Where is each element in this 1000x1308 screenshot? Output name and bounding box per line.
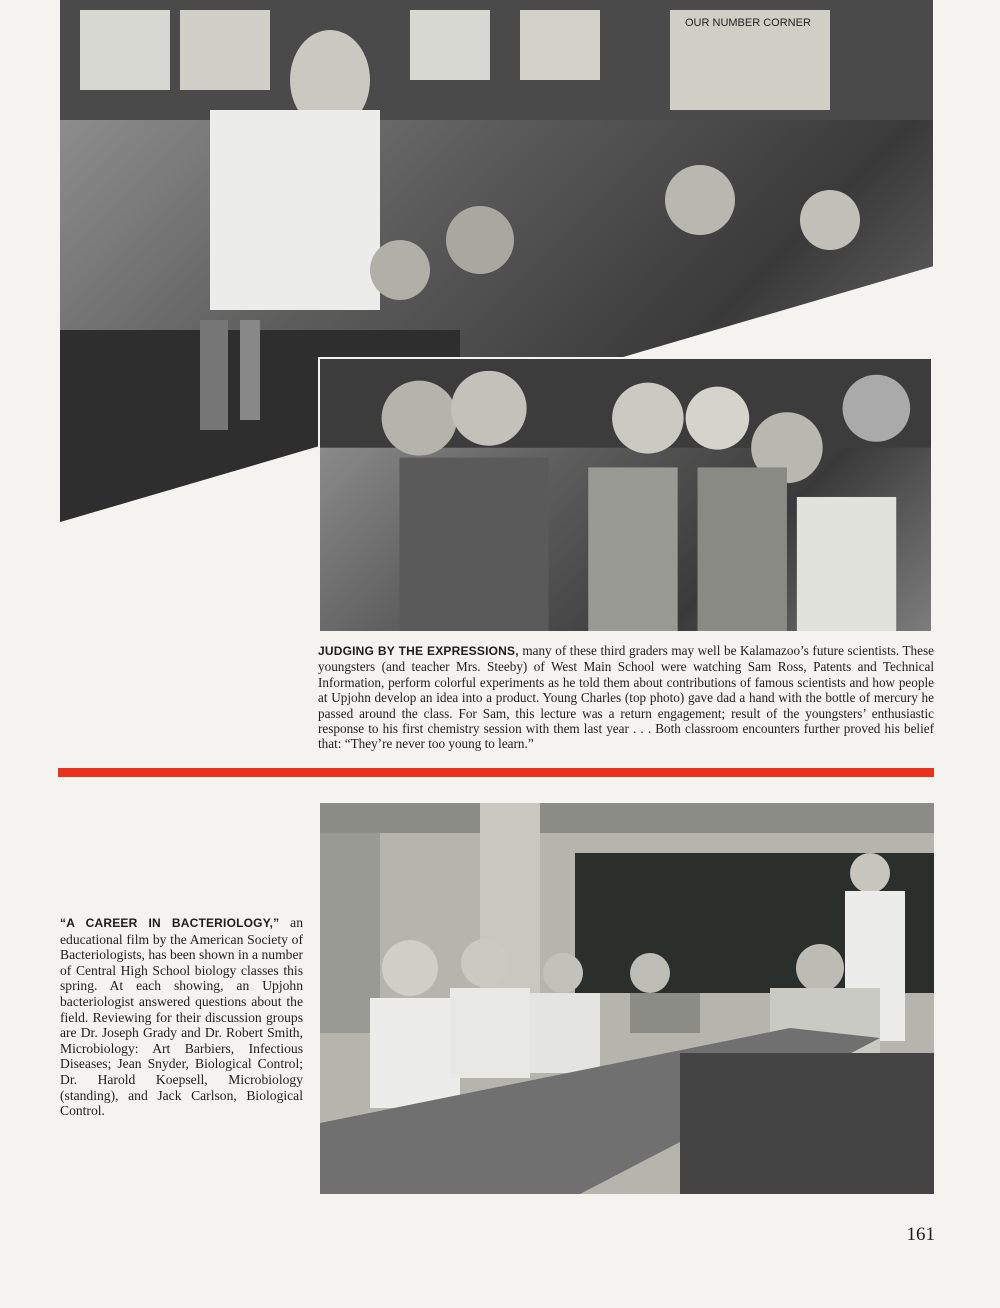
page-number: 161 — [906, 1224, 935, 1245]
bacteriology-caption — [60, 915, 303, 1119]
bacteriology-photo-art — [320, 803, 934, 1194]
number-corner-sign: OUR NUMBER CORNER — [685, 17, 811, 29]
classroom-photo-middle — [318, 357, 933, 633]
classroom-photo-middle-art — [320, 359, 931, 631]
bacteriology-caption-body: an educational film by the American Society of Bacteriologists, has been shown in a number of Central High School biology classes this spring. At each showing, an Upjohn bacteriologist answered questions about the field. Reviewing for their discussion groups are Dr. Joseph Grady and Dr. Robert Smith, Microbiology: Art Barbiers, Infectious Diseases; Jean Snyder, Biological Control; Dr. Harold Koepsell, Microbiology (standing), and Jack Carlson, Biological Control. — [60, 915, 304, 1119]
classroom-caption-lead: JUDGING BY THE EXPRESSIONS, — [318, 644, 519, 658]
red-divider-rule — [58, 768, 934, 777]
bacteriology-caption-lead: “A CAREER IN BACTERIOLOGY,” — [60, 916, 280, 930]
classroom-caption — [318, 643, 934, 752]
bacteriology-photo — [320, 803, 934, 1194]
classroom-caption-body: many of these third graders may well be Kalamazoo’s future scientists. These youngsters (and teacher Mrs. Steeby) of West Main School were watching Sam Ross, Patents and Technical Information, perform colorful experiments as he told them about contributions of famous scientists and how people at Upjohn develop an idea into a product. Young Charles (top photo) gave dad a hand with the bottle of mercury he passed around the class. For Sam, this lecture was a return engagement; result of the youngsters’ enthusiastic response to his first chemistry session with them last year . . . Both classroom encounters further proved his belief that: “They’re never too young to learn.” — [318, 643, 934, 752]
